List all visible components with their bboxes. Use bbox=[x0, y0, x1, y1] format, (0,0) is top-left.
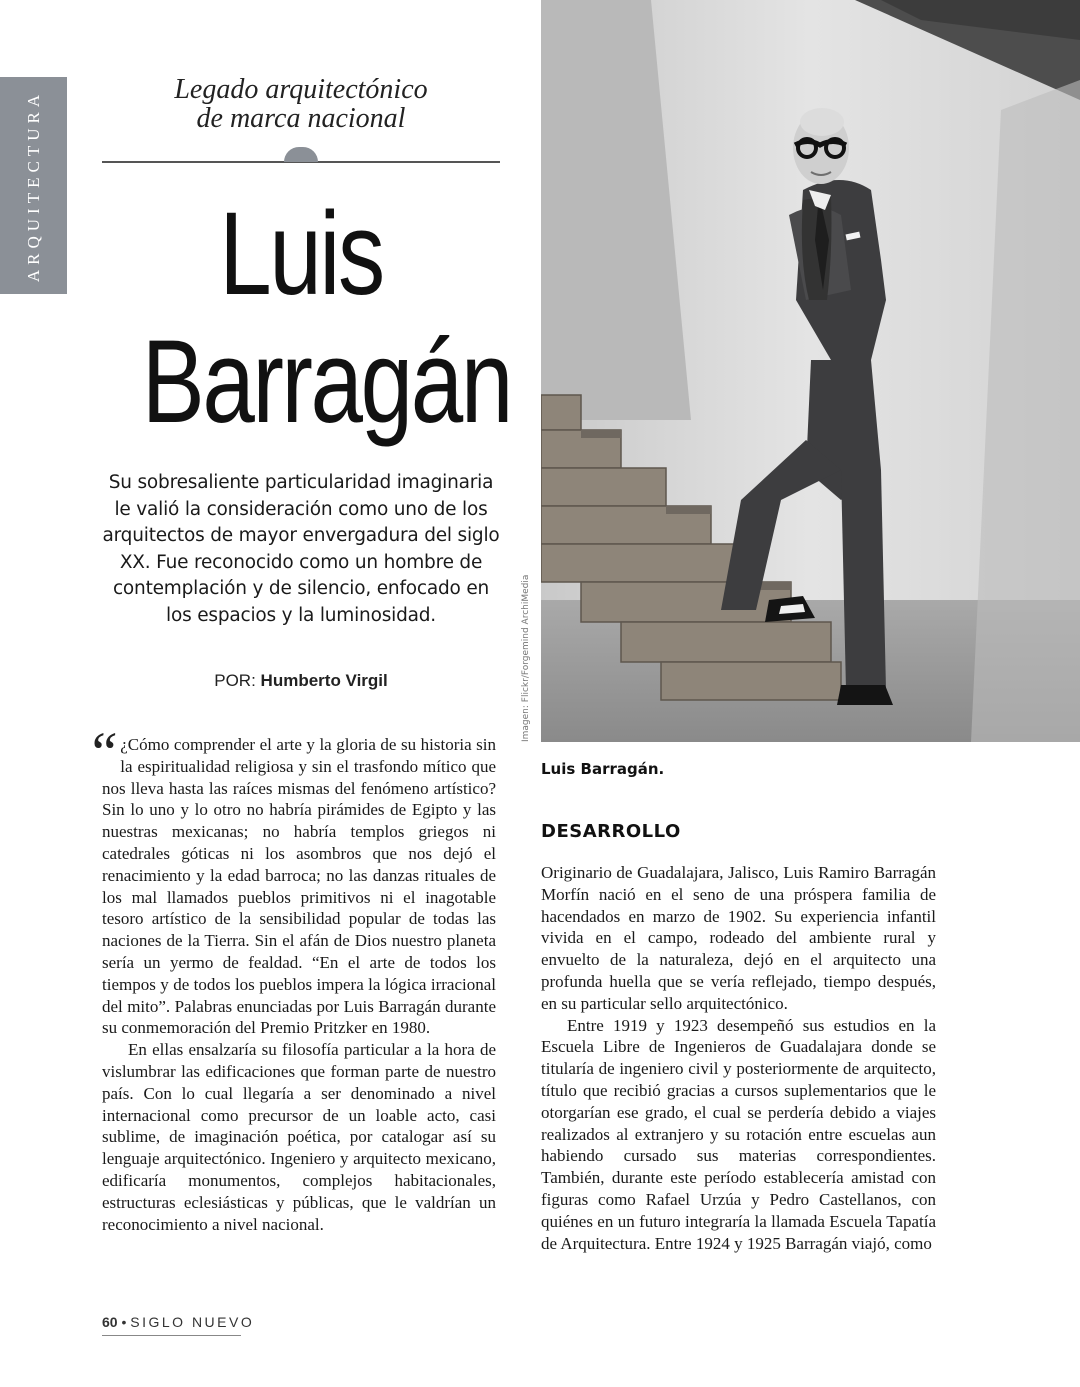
body-paragraph-1-text: ¿Cómo comprender el arte y la gloria de su historia sin la espiritualidad religiosa y sin el trasfondo mítico que nos lleva hasta las raíces mismas del fenómeno artístico? Sin lo uno y lo otro no habría pirámides de Egipto y las nuestras mexicanas; no habría templos griegos ni catedrales góticas ni los asombros que nos dejó el renacimiento y la edad barroca; no las danzas rituales de los mal llamados pueblos primitivos ni el inagotable tesoro artístico de la sensibilidad popular de todas las naciones de la Tierra. Sin el afán de Dios nuestro planeta sería un yermo de fealdad. “En el arte de todos los tiempos y de todos los pueblos impera la lógica irracional del mito”. Palabras enunciadas por Luis Barragán durante su conmemoración del Premio Pritzker en 1980. bbox=[102, 735, 496, 1038]
divider-ornament bbox=[284, 147, 318, 162]
kicker bbox=[102, 75, 500, 133]
lead-paragraph: Su sobresaliente particularidad imaginaria le valió la consideración como uno de los arquitectos de mayor envergadura del siglo XX. Fue reconocido como un hombre de contemplación y de silencio, enfocado en los espacios y la luminosidad. bbox=[102, 472, 500, 626]
byline-label: POR: bbox=[214, 671, 256, 690]
body-paragraph-3: Originario de Guadalajara, Jalisco, Luis Ramiro Barragán Morfín nació en el seno de una próspera familia de hacendados en marzo de 1902. Su experiencia infantil vivida en el campo, rodeado del ambiente rural y envuelto de la naturaleza, dejó en el arquitecto una profunda huella que se vería reflejado, tiempo después, en su particular sello arquitectónico. bbox=[541, 863, 936, 1013]
publication-name: SIGLO NUEVO bbox=[130, 1314, 255, 1330]
title-line-2: Barragán bbox=[141, 316, 511, 448]
page-title bbox=[141, 188, 511, 448]
section-heading: DESARROLLO bbox=[541, 821, 681, 842]
title-line-1: Luis bbox=[219, 188, 383, 320]
byline-author: Humberto Virgil bbox=[260, 671, 388, 690]
portrait-photo-illustration bbox=[541, 0, 1080, 742]
photo-caption: Luis Barragán. bbox=[541, 760, 665, 778]
section-tab bbox=[0, 77, 67, 294]
kicker-line-2: de marca nacional bbox=[196, 103, 406, 134]
page-footer bbox=[102, 1314, 255, 1336]
byline bbox=[102, 671, 500, 691]
page-number: 60 bbox=[102, 1314, 118, 1330]
portrait-photo bbox=[541, 0, 1080, 742]
body-paragraph-1 bbox=[86, 720, 496, 1039]
footer-separator: • bbox=[121, 1314, 127, 1330]
body-column-left bbox=[86, 720, 496, 1235]
body-paragraph-2: En ellas ensalzaría su filosofía particular a la hora de vislumbrar las edificaciones que forman parte de nuestro país. Con lo cual llegaría a ser denominado a nivel internacional como precursor de un loable acto, casi sublime, de imaginación poética, por catalogar así su lenguaje arquitectónico. Ingeniero y arquitecto mexicano, edificaría monumentos, complejos habitacionales, estructuras eclesiásticas y públicas, que le valdrían un reconocimiento a nivel nacional. bbox=[102, 1040, 496, 1234]
kicker-line-1: Legado arquitectónico bbox=[174, 74, 428, 105]
photo-credit: Imagen: Flickr/Forgemind ArchiMedia bbox=[521, 574, 531, 742]
body-paragraph-4: Entre 1919 y 1923 desempeñó sus estudios en la Escuela Libre de Ingenieros de Guadalajara donde se titularía de ingeniero civil y posteriormente de arquitecto, título que recibió gracias a cursos suplementarios que le otorgarían ese grado, el cual se perdería debido a viajes realizados al extranjero y su rotación entre escuelas aun habiendo cursado sus materias correspondientes. También, durante este período establecería amistad con figuras como Rafael Urzúa y Pedro Castellanos, con quiénes en un futuro integraría la llamada Escuela Tapatía de Arquitectura. Entre 1924 y 1925 Barragán viajó, como bbox=[541, 1015, 936, 1253]
section-label: ARQUITECTURA bbox=[23, 89, 43, 282]
quote-mark: “ bbox=[86, 720, 119, 785]
body-column-right bbox=[541, 862, 936, 1254]
